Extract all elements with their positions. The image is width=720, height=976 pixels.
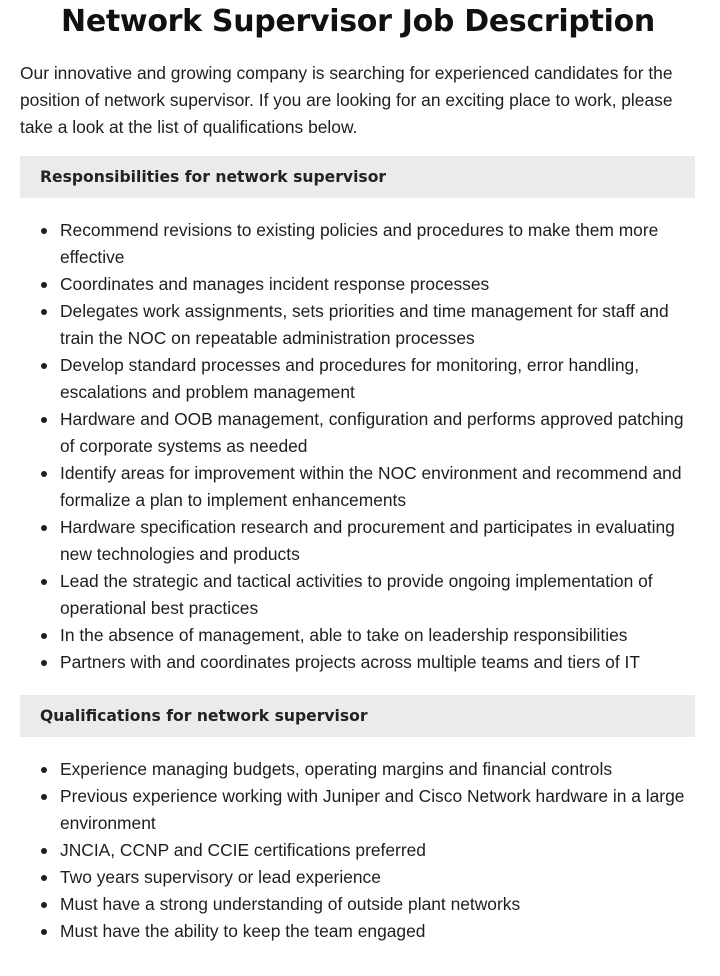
bullet-icon	[41, 417, 47, 423]
responsibilities-header	[20, 156, 695, 198]
bullet-icon	[41, 794, 47, 800]
list-item	[20, 918, 700, 945]
bullet-icon	[41, 848, 47, 854]
list-item	[20, 460, 700, 514]
page-title: Network Supervisor Job Description	[61, 4, 655, 39]
list-item-text: Previous experience working with Juniper and Cisco Network hardware in a large environment	[60, 786, 685, 833]
list-item	[20, 649, 700, 676]
list-item-text: Delegates work assignments, sets priorities and time management for staff and train the NOC on repeatable administration processes	[60, 301, 669, 348]
list-item	[20, 217, 700, 271]
bullet-icon	[41, 929, 47, 935]
list-item	[20, 622, 700, 649]
list-item-text: Experience managing budgets, operating margins and financial controls	[60, 759, 613, 779]
bullet-icon	[41, 525, 47, 531]
list-item-text: Recommend revisions to existing policies and procedures to make them more effective	[60, 220, 659, 267]
list-item	[20, 783, 700, 837]
list-item-text: In the absence of management, able to take on leadership responsibilities	[60, 625, 628, 645]
bullet-icon	[41, 579, 47, 585]
list-item-text: Coordinates and manages incident response processes	[60, 274, 490, 294]
list-item-text: Must have the ability to keep the team engaged	[60, 921, 426, 941]
list-item	[20, 298, 700, 352]
list-item	[20, 891, 700, 918]
list-item-text: Partners with and coordinates projects across multiple teams and tiers of IT	[60, 652, 640, 672]
qualifications-list	[20, 756, 700, 945]
list-item-text: Must have a strong understanding of outside plant networks	[60, 894, 521, 914]
list-item-text: Lead the strategic and tactical activities to provide ongoing implementation of operational best practices	[60, 571, 653, 618]
bullet-icon	[41, 363, 47, 369]
list-item-text: Identify areas for improvement within the NOC environment and recommend and formalize a plan to implement enhancements	[60, 463, 682, 510]
bullet-icon	[41, 309, 47, 315]
list-item-text: JNCIA, CCNP and CCIE certifications preferred	[60, 840, 426, 860]
list-item	[20, 352, 700, 406]
responsibilities-list	[20, 217, 700, 676]
list-item	[20, 756, 700, 783]
bullet-icon	[41, 902, 47, 908]
list-item-text: Hardware and OOB management, configuration and performs approved patching of corporate systems as needed	[60, 409, 684, 456]
intro-paragraph: Our innovative and growing company is searching for experienced candidates for the position of network supervisor. If you are looking for an exciting place to work, please take a look at the list of qualifications below.	[20, 63, 673, 137]
list-item-text: Hardware specification research and procurement and participates in evaluating new technologies and products	[60, 517, 675, 564]
responsibilities-heading: Responsibilities for network supervisor	[40, 168, 387, 186]
bullet-icon	[41, 282, 47, 288]
qualifications-heading: Qualifications for network supervisor	[40, 707, 368, 725]
list-item	[20, 864, 700, 891]
bullet-icon	[41, 875, 47, 881]
bullet-icon	[41, 633, 47, 639]
list-item	[20, 514, 700, 568]
bullet-icon	[41, 660, 47, 666]
list-item	[20, 568, 700, 622]
list-item	[20, 406, 700, 460]
qualifications-header	[20, 695, 695, 737]
bullet-icon	[41, 767, 47, 773]
list-item	[20, 271, 700, 298]
bullet-icon	[41, 471, 47, 477]
list-item-text: Develop standard processes and procedures for monitoring, error handling, escalations and problem management	[60, 355, 640, 402]
list-item	[20, 837, 700, 864]
bullet-icon	[41, 228, 47, 234]
list-item-text: Two years supervisory or lead experience	[60, 867, 381, 887]
